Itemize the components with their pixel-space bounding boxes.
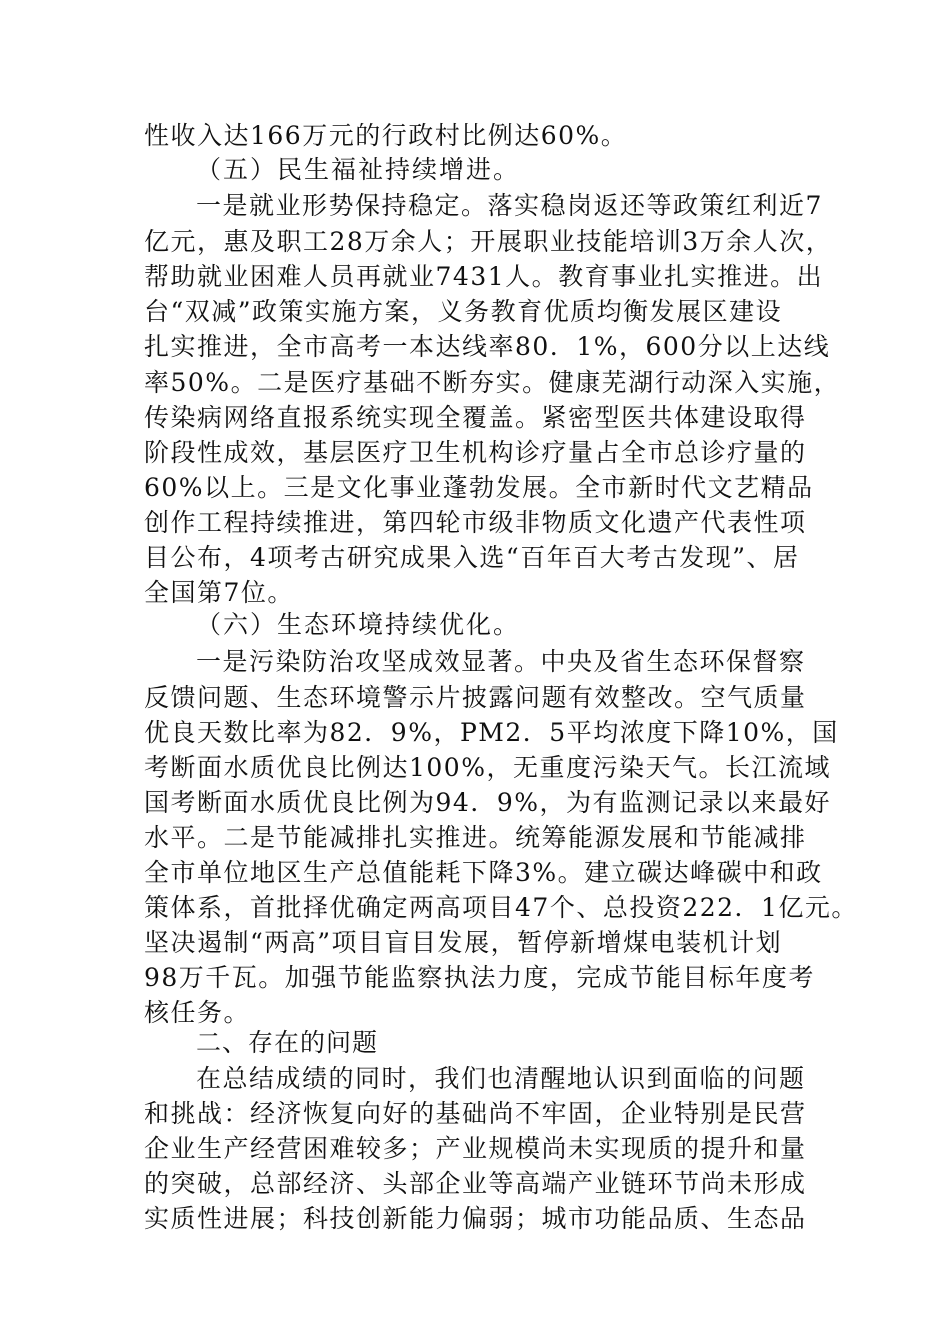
paragraph-line: 一是污染防治攻坚成效显著。中央及省生态环保督察	[196, 647, 806, 676]
paragraph-line: 98万千瓦。加强节能监察执法力度，完成节能目标年度考	[144, 963, 815, 992]
paragraph-line: 反馈问题、生态环境警示片披露问题有效整改。空气质量	[144, 683, 807, 712]
paragraph-line: 国考断面水质优良比例为94．9%，为有监测记录以来最好	[144, 788, 831, 817]
paragraph-line: 亿元，惠及职工28万余人；开展职业技能培训3万余人次，	[144, 227, 833, 256]
paragraph-line: 实质性进展；科技创新能力偏弱；城市功能品质、生态品	[144, 1204, 807, 1233]
paragraph-line: 全市单位地区生产总值能耗下降3%。建立碳达峰碳中和政	[144, 858, 823, 887]
paragraph-line: 一是就业形势保持稳定。落实稳岗返还等政策红利近7	[196, 191, 823, 220]
paragraph-line: 60%以上。三是文化事业蓬勃发展。全市新时代文艺精品	[144, 473, 814, 502]
paragraph-line: 阶段性成效，基层医疗卫生机构诊疗量占全市总诊疗量的	[144, 438, 807, 467]
paragraph-line: 水平。二是节能减排扎实推进。统筹能源发展和节能减排	[144, 823, 807, 852]
section-subheading: （五）民生福祉持续增进。	[196, 155, 521, 184]
paragraph-line: 的突破，总部经济、头部企业等高端产业链环节尚未形成	[144, 1169, 807, 1198]
paragraph-line: 在总结成绩的同时，我们也清醒地认识到面临的问题	[196, 1064, 806, 1093]
paragraph-line: 率50%。二是医疗基础不断夯实。健康芜湖行动深入实施，	[144, 368, 841, 397]
paragraph-line: 创作工程持续推进，第四轮市级非物质文化遗产代表性项	[144, 508, 807, 537]
paragraph-line: 扎实推进，全市高考一本达线率80．1%，600分以上达线	[144, 332, 831, 361]
paragraph-line: 优良天数比率为82．9%，PM2．5平均浓度下降10%，国	[144, 718, 839, 747]
paragraph-line: 企业生产经营困难较多；产业规模尚未实现质的提升和量	[144, 1134, 807, 1163]
paragraph-line: 传染病网络直报系统实现全覆盖。紧密型医共体建设取得	[144, 403, 807, 432]
paragraph-line: 目公布，4项考古研究成果入选“百年百大考古发现”、居	[144, 543, 800, 572]
paragraph-line: 坚决遏制“两高”项目盲目发展，暂停新增煤电装机计划	[144, 928, 783, 957]
paragraph-line: 帮助就业困难人员再就业7431人。教育事业扎实推进。出	[144, 262, 824, 291]
paragraph-line: 全国第7位。	[144, 578, 294, 607]
section-subheading: （六）生态环境持续优化。	[196, 610, 521, 639]
paragraph-line: 台“双减”政策实施方案，义务教育优质均衡发展区建设	[144, 297, 783, 326]
paragraph-line: 和挑战：经济恢复向好的基础尚不牢固，企业特别是民营	[144, 1099, 807, 1128]
paragraph-line: 策体系，首批择优确定两高项目47个、总投资222．1亿元。	[144, 893, 858, 922]
paragraph-line: 考断面水质优良比例达100%，无重度污染天气。长江流域	[144, 753, 831, 782]
paragraph-line: 核任务。	[144, 998, 251, 1027]
section-heading: 二、存在的问题	[196, 1028, 379, 1057]
paragraph-line: 性收入达166万元的行政村比例达60%。	[144, 121, 628, 150]
